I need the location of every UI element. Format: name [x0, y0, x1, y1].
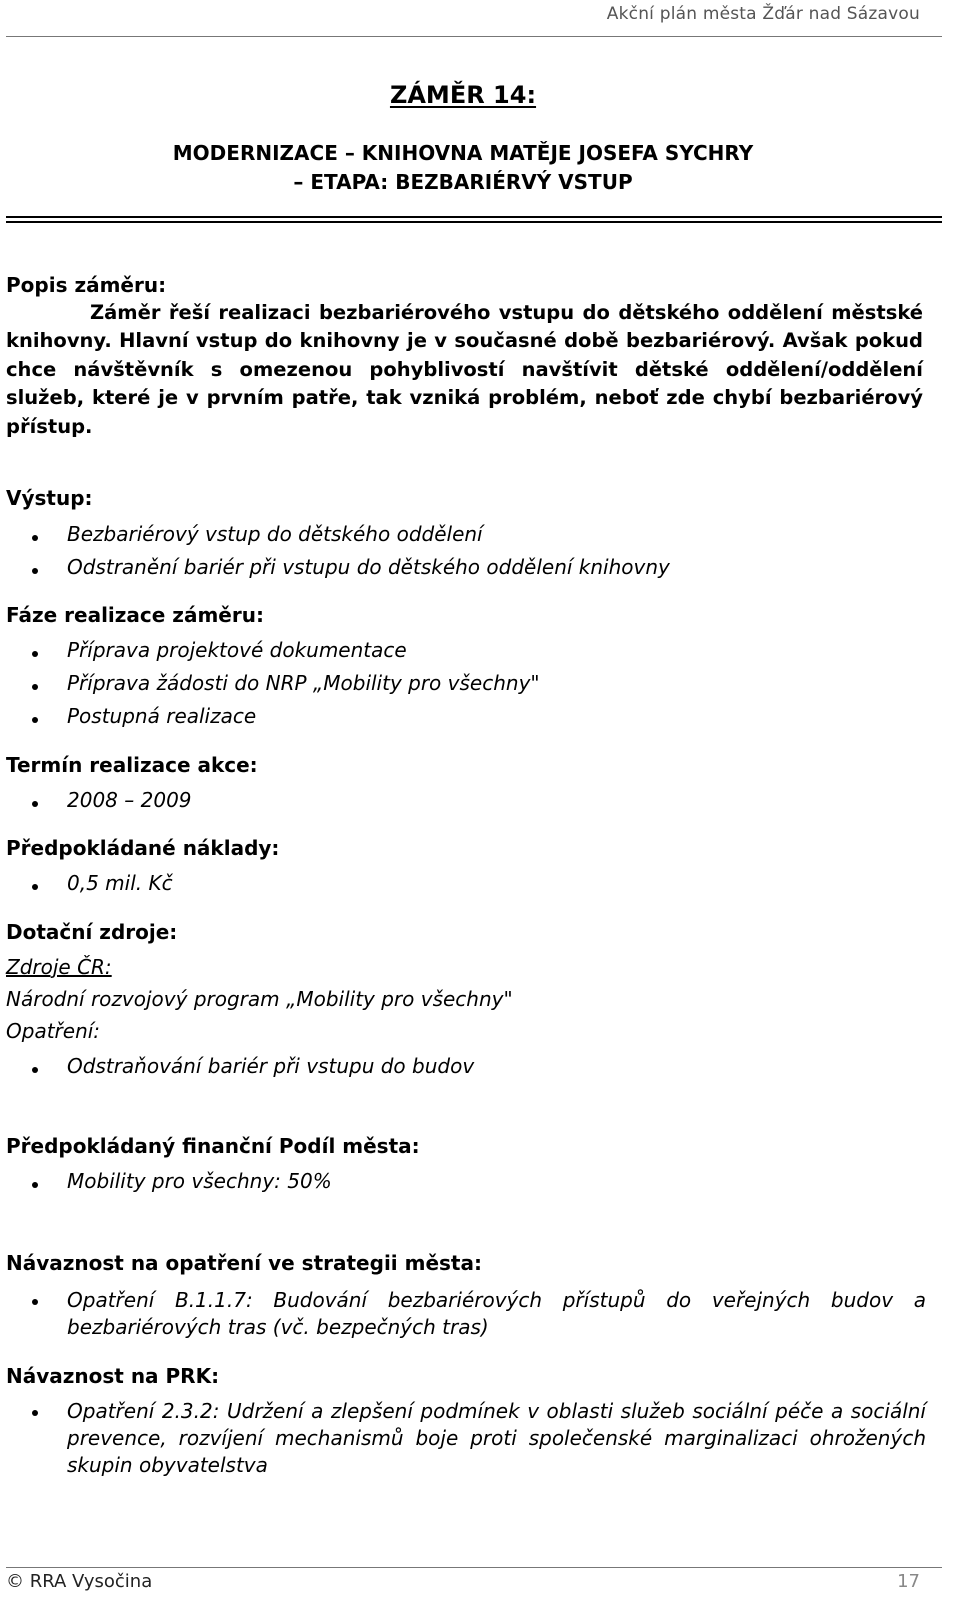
popis-heading: Popis záměru:	[6, 273, 167, 297]
footer-copyright: © RRA Vysočina	[6, 1571, 153, 1592]
program-name: Národní rozvojový program „Mobility pro všechny"	[6, 987, 513, 1011]
list-item: 2008 – 2009	[6, 784, 926, 817]
footer-rule	[6, 1567, 942, 1568]
page-number: 17	[897, 1571, 920, 1592]
naklady-list	[6, 867, 926, 900]
header-rule	[6, 36, 942, 37]
dotacni-list	[6, 1050, 926, 1083]
title-line-1: MODERNIZACE – KNIHOVNA MATĚJE JOSEFA SYCHRY	[172, 141, 754, 165]
vystup-list	[6, 518, 926, 584]
list-item: Postupná realizace	[6, 700, 926, 733]
list-item: Příprava žádosti do NRP „Mobility pro všechny"	[6, 667, 926, 700]
list-item: 0,5 mil. Kč	[6, 867, 926, 900]
podil-heading: Předpokládaný finanční Podíl města:	[6, 1134, 420, 1158]
opatreni-label: Opatření:	[6, 1019, 101, 1043]
zamer-number: ZÁMĚR 14:	[389, 81, 537, 109]
navaznost-strategie-heading: Návaznost na opatření ve strategii města:	[6, 1251, 482, 1275]
popis-text: Záměr řeší realizaci bezbariérového vstupu do dětského oddělení městské knihovny. Hlavní vstup do knihovny je v současné době bezbariérový. Avšak pokud chce návštěvník s omezenou pohyblivostí navštívit dětské oddělení/oddělení služeb, které je v prvním patře, tak vzniká problém, neboť zde chybí bezbariérový přístup.	[6, 301, 923, 438]
navaznost-prk-heading: Návaznost na PRK:	[6, 1364, 220, 1388]
naklady-heading: Předpokládané náklady:	[6, 836, 280, 860]
termin-list	[6, 784, 926, 817]
zdroje-cr-label: Zdroje ČR:	[6, 955, 112, 979]
list-item: Opatření B.1.1.7: Budování bezbariérových přístupů do veřejných budov a bezbariérových tras (vč. bezpečných tras)	[6, 1287, 926, 1341]
title-line-2: – ETAPA: BEZBARIÉRVÝ VSTUP	[293, 170, 633, 194]
header-title: Akční plán města Žďár nad Sázavou	[606, 4, 920, 24]
podil-list	[6, 1165, 926, 1198]
navaznost-prk-list	[6, 1398, 926, 1479]
list-item: Mobility pro všechny: 50%	[6, 1165, 926, 1198]
title-double-rule	[6, 216, 942, 223]
list-item: Opatření 2.3.2: Udržení a zlepšení podmínek v oblasti služeb sociální péče a sociální prevence, rozvíjení mechanismů boje proti společenské marginalizaci ohrožených skupin obyvatelstva	[6, 1398, 926, 1479]
list-item: Odstraňování bariér při vstupu do budov	[6, 1050, 926, 1083]
faze-heading: Fáze realizace záměru:	[6, 603, 264, 627]
termin-heading: Termín realizace akce:	[6, 753, 258, 777]
dotacni-heading: Dotační zdroje:	[6, 920, 178, 944]
vystup-heading: Výstup:	[6, 486, 93, 510]
list-item: Odstranění bariér při vstupu do dětského oddělení knihovny	[6, 551, 926, 584]
list-item: Bezbariérový vstup do dětského oddělení	[6, 518, 926, 551]
list-item: Příprava projektové dokumentace	[6, 634, 926, 667]
faze-list	[6, 634, 926, 733]
navaznost-strategie-list	[6, 1287, 926, 1341]
